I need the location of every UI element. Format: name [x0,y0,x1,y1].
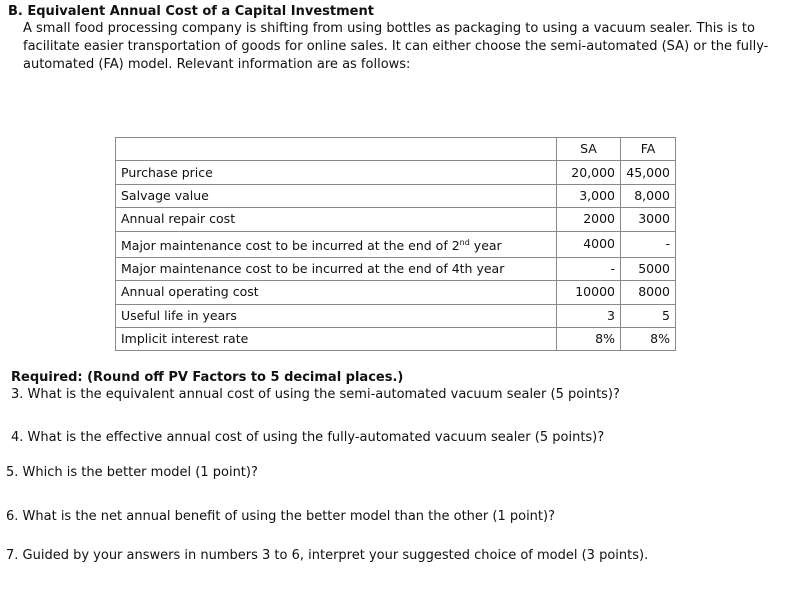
fa-value: 8000 [621,281,676,304]
table-row [116,184,676,207]
fa-value: 3000 [621,208,676,231]
fa-value: 5 [621,304,676,327]
table-row [116,208,676,231]
table-row [116,231,676,257]
sa-value: 20,000 [557,161,621,184]
row-label [116,231,557,257]
row-label-text-end: year [469,237,502,253]
table-row [116,281,676,304]
table-row [116,257,676,280]
row-label-text: Major maintenance cost to be incurred at the end of 2 [121,237,460,253]
row-label: Annual repair cost [116,208,557,231]
row-label: Annual operating cost [116,281,557,304]
table-row [116,161,676,184]
column-header-sa: SA [557,138,621,161]
question-6: 6. What is the net annual benefit of using the better model than the other (1 point)? [6,509,555,524]
sa-value: 4000 [557,231,621,257]
fa-value: 8,000 [621,184,676,207]
table-row [116,327,676,350]
sa-value: 2000 [557,208,621,231]
sa-value: - [557,257,621,280]
row-label: Implicit interest rate [116,327,557,350]
row-label: Major maintenance cost to be incurred at the end of 4th year [116,257,557,280]
table-header-row [116,138,676,161]
sa-value: 3 [557,304,621,327]
sa-value: 8% [557,327,621,350]
question-5: 5. Which is the better model (1 point)? [6,465,258,480]
section-heading: B. Equivalent Annual Cost of a Capital Investment [8,4,374,19]
sa-value: 3,000 [557,184,621,207]
question-7: 7. Guided by your answers in numbers 3 to 6, interpret your suggested choice of model (3 points). [6,548,649,563]
sa-value: 10000 [557,281,621,304]
ordinal-suffix: nd [459,237,470,247]
row-label: Purchase price [116,161,557,184]
column-header-fa: FA [621,138,676,161]
cost-comparison-table [115,137,676,351]
question-4: 4. What is the effective annual cost of using the fully-automated vacuum sealer (5 points)? [11,430,605,445]
fa-value: - [621,231,676,257]
intro-paragraph: A small food processing company is shifting from using bottles as packaging to using a vacuum sealer. This is to facilitate easier transportation of goods for online sales. It can either choose the semi-automated (SA) or the fully-automated (FA) model. Relevant information are as follows: [23,21,769,72]
fa-value: 8% [621,327,676,350]
fa-value: 45,000 [621,161,676,184]
row-label: Useful life in years [116,304,557,327]
header-blank-cell [116,138,557,161]
fa-value: 5000 [621,257,676,280]
row-label: Salvage value [116,184,557,207]
table-row [116,304,676,327]
question-3: 3. What is the equivalent annual cost of using the semi-automated vacuum sealer (5 points)? [11,387,620,402]
required-heading: Required: (Round off PV Factors to 5 decimal places.) [11,370,404,385]
